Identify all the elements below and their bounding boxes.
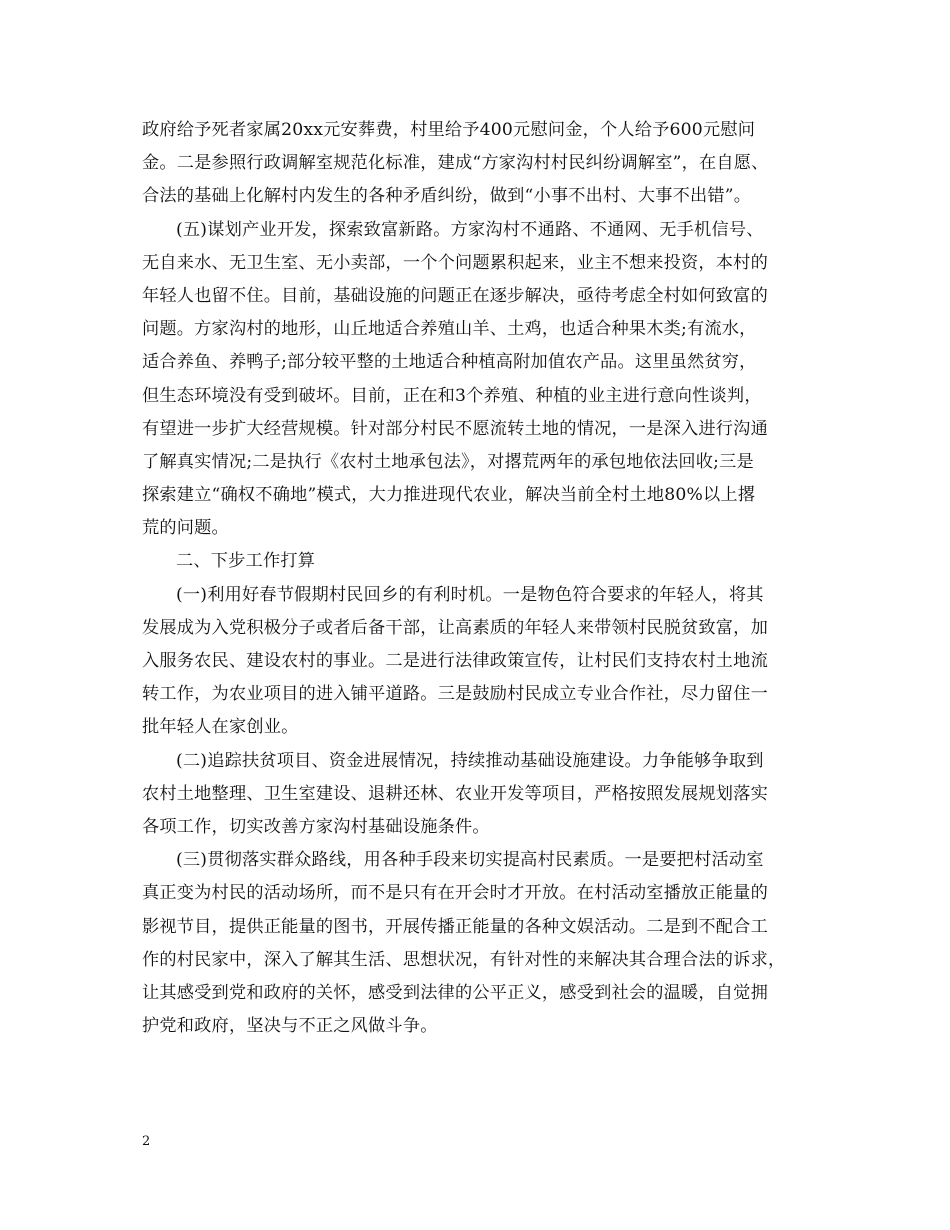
- text-line-17: 入服务农民、建设农村的事业。二是进行法律政策宣传，让村民们支持农村土地流: [142, 651, 768, 671]
- section-heading-next-steps: 二、下步工作打算: [176, 551, 316, 572]
- text-line-6: 年轻人也留不住。目前，基础设施的问题正在逐步解决，亟待考虑全村如何致富的: [142, 285, 768, 306]
- next-step-one-line: (一)利用好春节假期村民回乡的有利时机。一是物色符合要求的年轻人，将其: [176, 584, 764, 605]
- text-line-8: 适合养鱼、养鸭子;部分较平整的土地适合种植高附加值农产品。这里虽然贫穷，: [142, 352, 757, 373]
- text-line-12: 探索建立“确权不确地”模式，大力推进现代农业，解决当前全村土地80%以上撂: [142, 485, 756, 506]
- text-line-25: 影视节目，提供正能量的图书，开展传播正能量的各种文娱活动。二是到不配合工: [142, 916, 768, 937]
- text-line-5: 无自来水、无卫生室、无小卖部，一个个问题累积起来，业主不想来投资，本村的: [142, 252, 768, 273]
- text-line-13: 荒的问题。: [142, 518, 229, 539]
- text-line-11: 了解真实情况;二是执行《农村土地承包法》，对撂荒两年的承包地依法回收;三是: [142, 451, 754, 472]
- next-step-two-line: (二)追踪扶贫项目、资金进展情况，持续推动基础设施建设。力争能够争取到: [176, 750, 764, 771]
- text-line-19: 批年轻人在家创业。: [142, 717, 299, 738]
- text-line-24: 真正变为村民的活动场所，而不是只有在开会时才开放。在村活动室播放正能量的: [142, 883, 768, 904]
- text-line-16: 发展成为入党积极分子或者后备干部，让高素质的年轻人来带领村民脱贫致富，加: [142, 617, 768, 638]
- text-line-21: 农村土地整理、卫生室建设、退耕还林、农业开发等项目，严格按照发展规划落实: [142, 783, 768, 804]
- text-line-1: 政府给予死者家属20xx元安葬费，村里给予400元慰问金，个人给予600元慰问: [142, 120, 756, 140]
- text-line-18: 转工作，为农业项目的进入铺平道路。三是鼓励村民成立专业合作社，尽力留住一: [142, 684, 768, 705]
- text-line-7: 问题。方家沟村的地形，山丘地适合养殖山羊、土鸡，也适合种果木类;有流水，: [142, 319, 757, 340]
- next-step-three-line: (三)贯彻落实群众路线，用各种手段来切实提高村民素质。一是要把村活动室: [176, 850, 764, 871]
- text-line-28: 护党和政府，坚决与不正之风做斗争。: [142, 1016, 438, 1037]
- page-number: 2: [142, 1134, 151, 1149]
- section-five-heading-line: (五)谋划产业开发，探索致富新路。方家沟村不通路、不通网、无手机信号、: [176, 219, 764, 240]
- text-line-3: 合法的基础上化解村内发生的各种矛盾纠纷，做到“小事不出村、大事不出错”。: [142, 186, 752, 207]
- text-line-10: 有望进一步扩大经营规模。针对部分村民不愿流转土地的情况，一是深入进行沟通: [142, 418, 768, 439]
- text-line-22: 各项工作，切实改善方家沟村基础设施条件。: [142, 816, 490, 837]
- document-body: [142, 114, 824, 1043]
- text-line-9: 但生态环境没有受到破坏。目前，正在和3个养殖、种植的业主进行意向性谈判，: [142, 385, 762, 406]
- text-line-2: 金。二是参照行政调解室规范化标准，建成“方家沟村村民纠纷调解室”，在自愿、: [142, 153, 769, 174]
- text-line-26: 作的村民家中，深入了解其生活、思想状况，有针对性的来解决其合理合法的诉求，: [142, 949, 786, 970]
- text-line-27: 让其感受到党和政府的关怀，感受到法律的公平正义，感受到社会的温暖，自觉拥: [142, 982, 768, 1003]
